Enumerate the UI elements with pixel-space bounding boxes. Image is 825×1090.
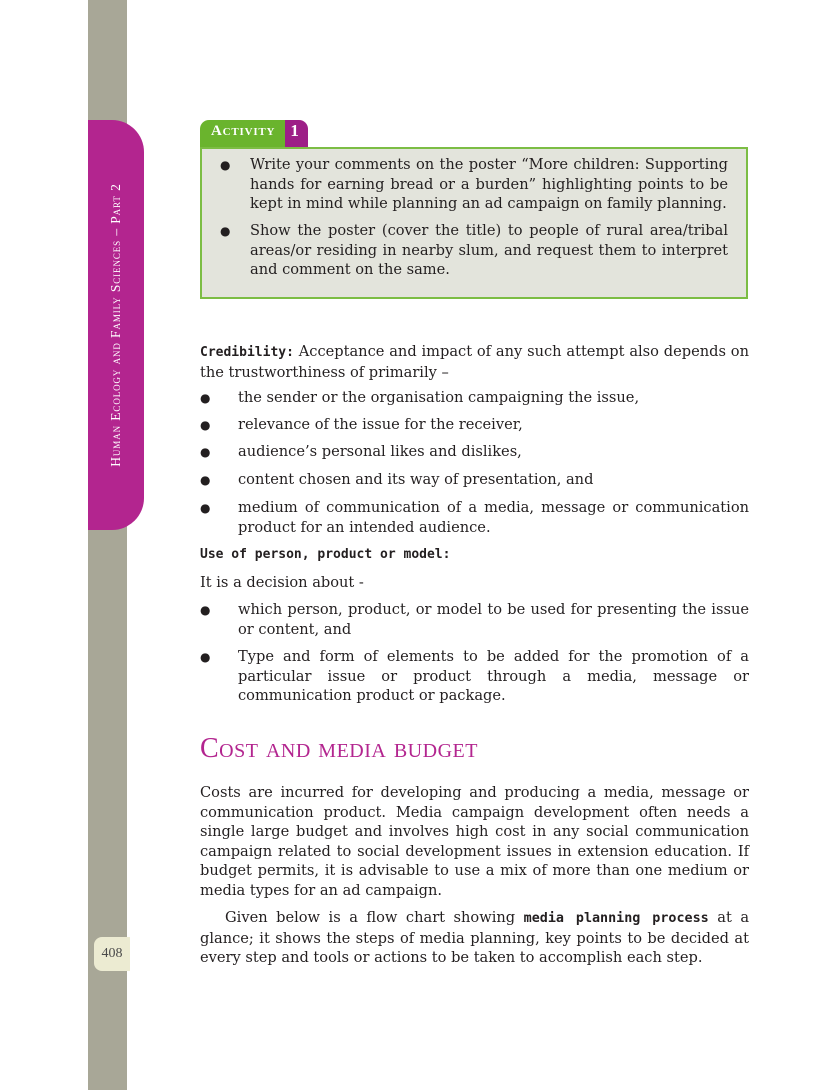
activity-item: Write your comments on the poster “More children: Supporting hands for earning bread or a burden” highlighting points to be kept in mind while planning an ad campaign on family planning. xyxy=(250,156,728,213)
list-item: Type and form of elements to be added for the promotion of a particular issue or product through a media, message or communication product or package. xyxy=(238,648,749,705)
activity-number: 1 xyxy=(285,120,308,147)
book-title: Human Ecology and Family Sciences – Part 2 xyxy=(108,183,123,467)
credibility-paragraph xyxy=(200,342,749,382)
bullet-icon: ● xyxy=(200,473,211,487)
page-number: 408 xyxy=(94,937,130,971)
bullet-icon: ● xyxy=(200,501,211,515)
list-item: which person, product, or model to be used for presenting the issue or content, and xyxy=(238,601,749,638)
list-item: content chosen and its way of presentation, and xyxy=(238,471,594,488)
activity-word: Activity xyxy=(200,120,285,147)
list-item: relevance of the issue for the receiver, xyxy=(238,416,523,433)
cost-paragraph: Costs are incurred for developing and producing a media, message or communication product. Media campaign development often needs a single large budget and involves high cost in any social communication campaign related to social development issues in extension education. If budget permits, it is advisable to use a mix of more than one medium or media types for an ad campaign. xyxy=(200,784,749,899)
bullet-icon: ● xyxy=(200,391,211,405)
credibility-term: Credibility: xyxy=(200,345,294,360)
flowchart-paragraph xyxy=(200,908,749,968)
flowchart-text-end: at a glance; it shows the steps of media planning, key points to be decided at every step and tools or actions to be taken to accomplish each step. xyxy=(200,909,750,967)
bullet-icon: ● xyxy=(200,650,211,664)
bullet-icon: ● xyxy=(220,224,231,238)
use-of-person-intro: It is a decision about - xyxy=(200,574,364,591)
media-planning-term: media planning process xyxy=(523,911,709,926)
list-item: audience’s personal likes and dislikes, xyxy=(238,443,522,460)
list-item: medium of communication of a media, message or communication product for an intended audience. xyxy=(238,499,749,536)
credibility-text: Acceptance and impact of any such attempt also depends on the trustworthiness of primarily – xyxy=(200,343,749,381)
activity-label xyxy=(200,120,308,147)
list-item: the sender or the organisation campaigning the issue, xyxy=(238,389,640,406)
use-of-person-heading: Use of person, product or model: xyxy=(200,547,451,562)
bullet-icon: ● xyxy=(220,158,231,172)
flowchart-text-start: Given below is a flow chart showing xyxy=(225,909,516,926)
bullet-icon: ● xyxy=(200,445,211,459)
activity-item: Show the poster (cover the title) to people of rural area/tribal areas/or residing in nearby slum, and request them to interpret and comment on the same. xyxy=(250,222,728,279)
bullet-icon: ● xyxy=(200,418,211,432)
section-heading: Cost and media budget xyxy=(200,733,478,764)
bullet-icon: ● xyxy=(200,603,211,617)
